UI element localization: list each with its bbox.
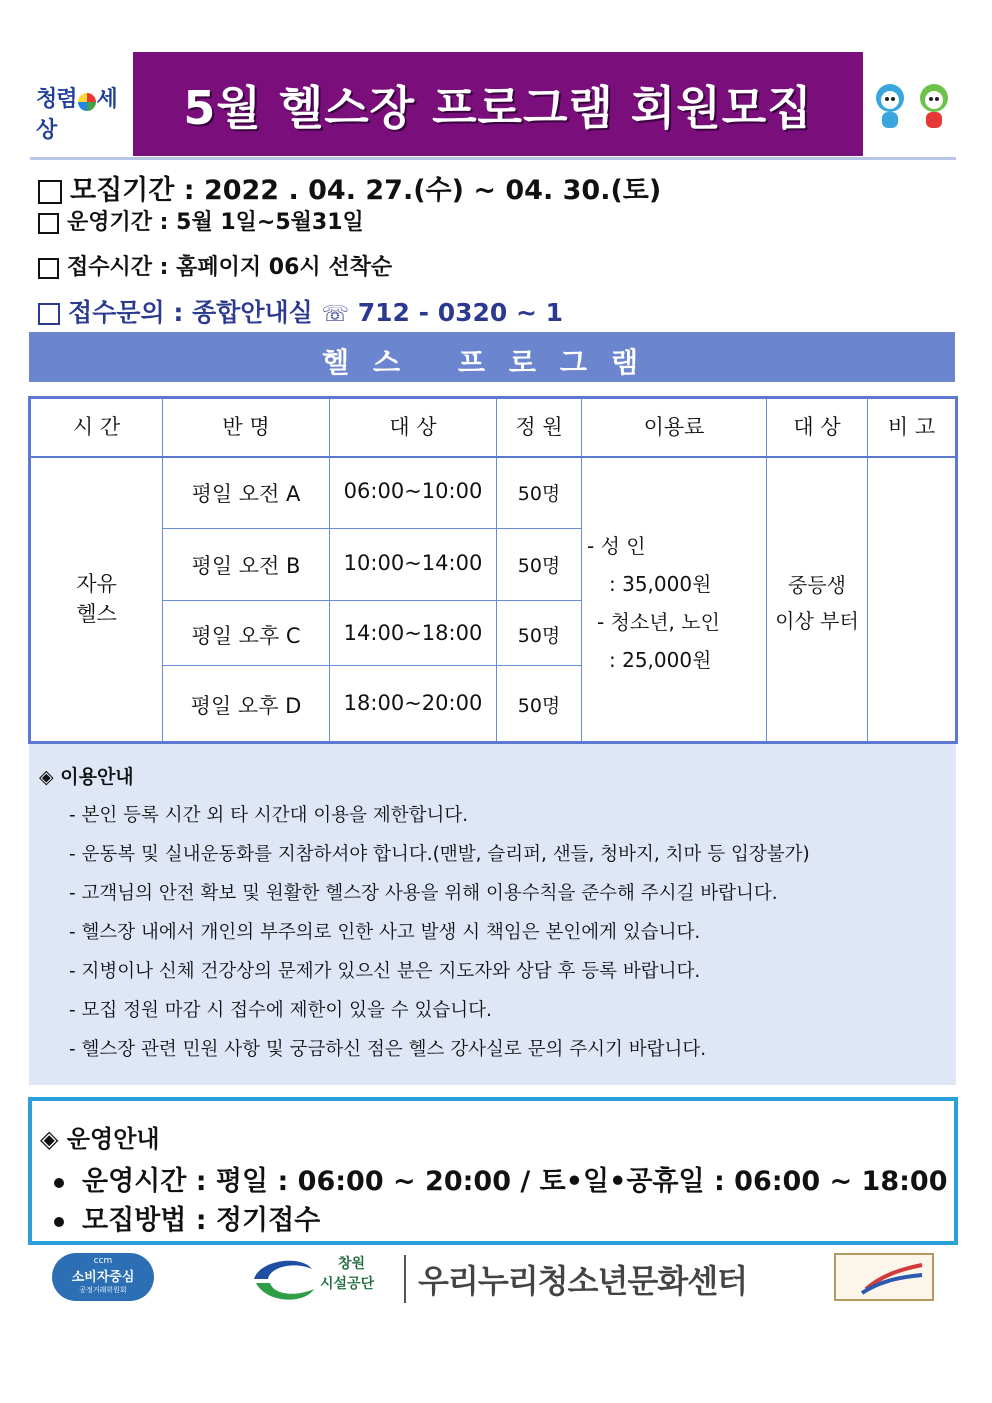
- diamond-icon: ◈: [40, 1125, 59, 1153]
- header-capacity: 정 원: [515, 415, 563, 439]
- reception-inquiry: 접수문의 : 종합안내실 ☏ 712 - 0320 ~ 1: [38, 293, 563, 329]
- category-cell: 자유 헬스: [76, 572, 117, 626]
- operation-period: 운영기간 : 5월 1일~5월31일: [38, 205, 364, 236]
- class-cell: 평일 오후 C: [191, 624, 301, 648]
- usage-guide-title: ◈ 이용안내: [39, 766, 134, 788]
- checkbox-icon: [38, 258, 59, 279]
- checkbox-icon: [38, 303, 60, 325]
- class-cell: 평일 오전 A: [191, 482, 301, 506]
- globe-icon: [78, 93, 96, 111]
- time-cell: 18:00~20:00: [343, 691, 483, 715]
- program-bar-label: 헬스 프로그램: [321, 346, 663, 379]
- program-table: [28, 396, 958, 744]
- time-cell: 14:00~18:00: [343, 621, 483, 645]
- operation-hours: 운영시간 : 평일 : 06:00 ~ 20:00 / 토•일•공휴일 : 06:00 ~ 18:00: [54, 1159, 948, 1198]
- list-item: - 운동복 및 실내운동화를 지참하셔야 합니다.(맨발, 슬리퍼, 샌들, 청바지, 치마 등 입장불가): [69, 844, 810, 865]
- diamond-icon: ◈: [39, 766, 54, 788]
- header-note: 비 고: [887, 415, 936, 439]
- time-cell: 06:00~10:00: [343, 479, 483, 503]
- bullet-icon: [54, 1217, 64, 1227]
- page-title: 5월 헬스장 프로그램 회원모집: [183, 81, 813, 135]
- list-item: - 모집 정원 마감 시 접수에 제한이 있을 수 있습니다.: [69, 1000, 492, 1021]
- ccm-logo: ccm 소비자중심 공정거래위원회: [52, 1253, 154, 1301]
- capacity-cell: 50명: [517, 695, 561, 717]
- recruit-method: 모집방법 : 정기접수: [54, 1198, 320, 1237]
- header-fee: 이용료: [643, 415, 705, 439]
- program-bar: [29, 332, 955, 382]
- title-divider: [30, 157, 956, 160]
- certification-emblem-icon: [836, 1255, 932, 1299]
- list-item: - 본인 등록 시간 외 타 시간대 이용을 제한합니다.: [69, 805, 469, 826]
- header-target: 대 상: [793, 415, 841, 439]
- cheongryeom-logo: 청렴 세상: [36, 87, 117, 143]
- operation-info-title: ◈ 운영안내: [40, 1125, 160, 1153]
- changwon-facilities-name: 창원 시설공단: [320, 1256, 375, 1292]
- list-item: - 헬스장 내에서 개인의 부주의로 인한 사고 발생 시 책임은 본인에게 있습니다.: [69, 922, 701, 943]
- center-name: 우리누리청소년문화센터: [418, 1262, 748, 1300]
- class-cell: 평일 오후 D: [190, 694, 302, 718]
- class-cell: 평일 오전 B: [191, 554, 301, 578]
- target-cell: 중등생 이상 부터: [775, 573, 859, 633]
- reception-time: 접수시간 : 홈페이지 06시 선착순: [38, 250, 392, 281]
- capacity-cell: 50명: [517, 555, 561, 577]
- title-banner: [133, 52, 863, 156]
- capacity-cell: 50명: [517, 625, 561, 647]
- header-hours: 대 상: [389, 415, 437, 439]
- bullet-icon: [54, 1178, 64, 1188]
- capacity-cell: 50명: [517, 483, 561, 505]
- list-item: - 고객님의 안전 확보 및 원활한 헬스장 사용을 위해 이용수칙을 준수해 주시길 바랍니다.: [69, 883, 778, 904]
- phone-icon: ☏: [321, 302, 350, 327]
- usage-guide: [29, 744, 956, 1085]
- list-item: - 헬스장 관련 민원 사항 및 궁금하신 점은 헬스 강사실로 문의 주시기 바랍니다.: [69, 1039, 707, 1060]
- recruit-period: 모집기간 : 2022 . 04. 27.(수) ~ 04. 30.(토): [38, 168, 661, 207]
- logo-divider: [404, 1255, 406, 1303]
- header-time: 시 간: [72, 415, 121, 439]
- fee-cell: - 성 인 : 35,000원 - 청소년, 노인 : 25,000원: [587, 534, 720, 672]
- time-cell: 10:00~14:00: [343, 551, 483, 575]
- certification-badge: [834, 1253, 934, 1301]
- checkbox-icon: [38, 180, 62, 204]
- checkbox-icon: [38, 213, 59, 234]
- operation-info: [28, 1097, 958, 1245]
- list-item: - 지병이나 신체 건강상의 문제가 있으신 분은 지도자와 상담 후 등록 바랍니다.: [69, 961, 701, 982]
- header-class: 반 명: [222, 415, 270, 439]
- mascot-icon: [868, 76, 960, 136]
